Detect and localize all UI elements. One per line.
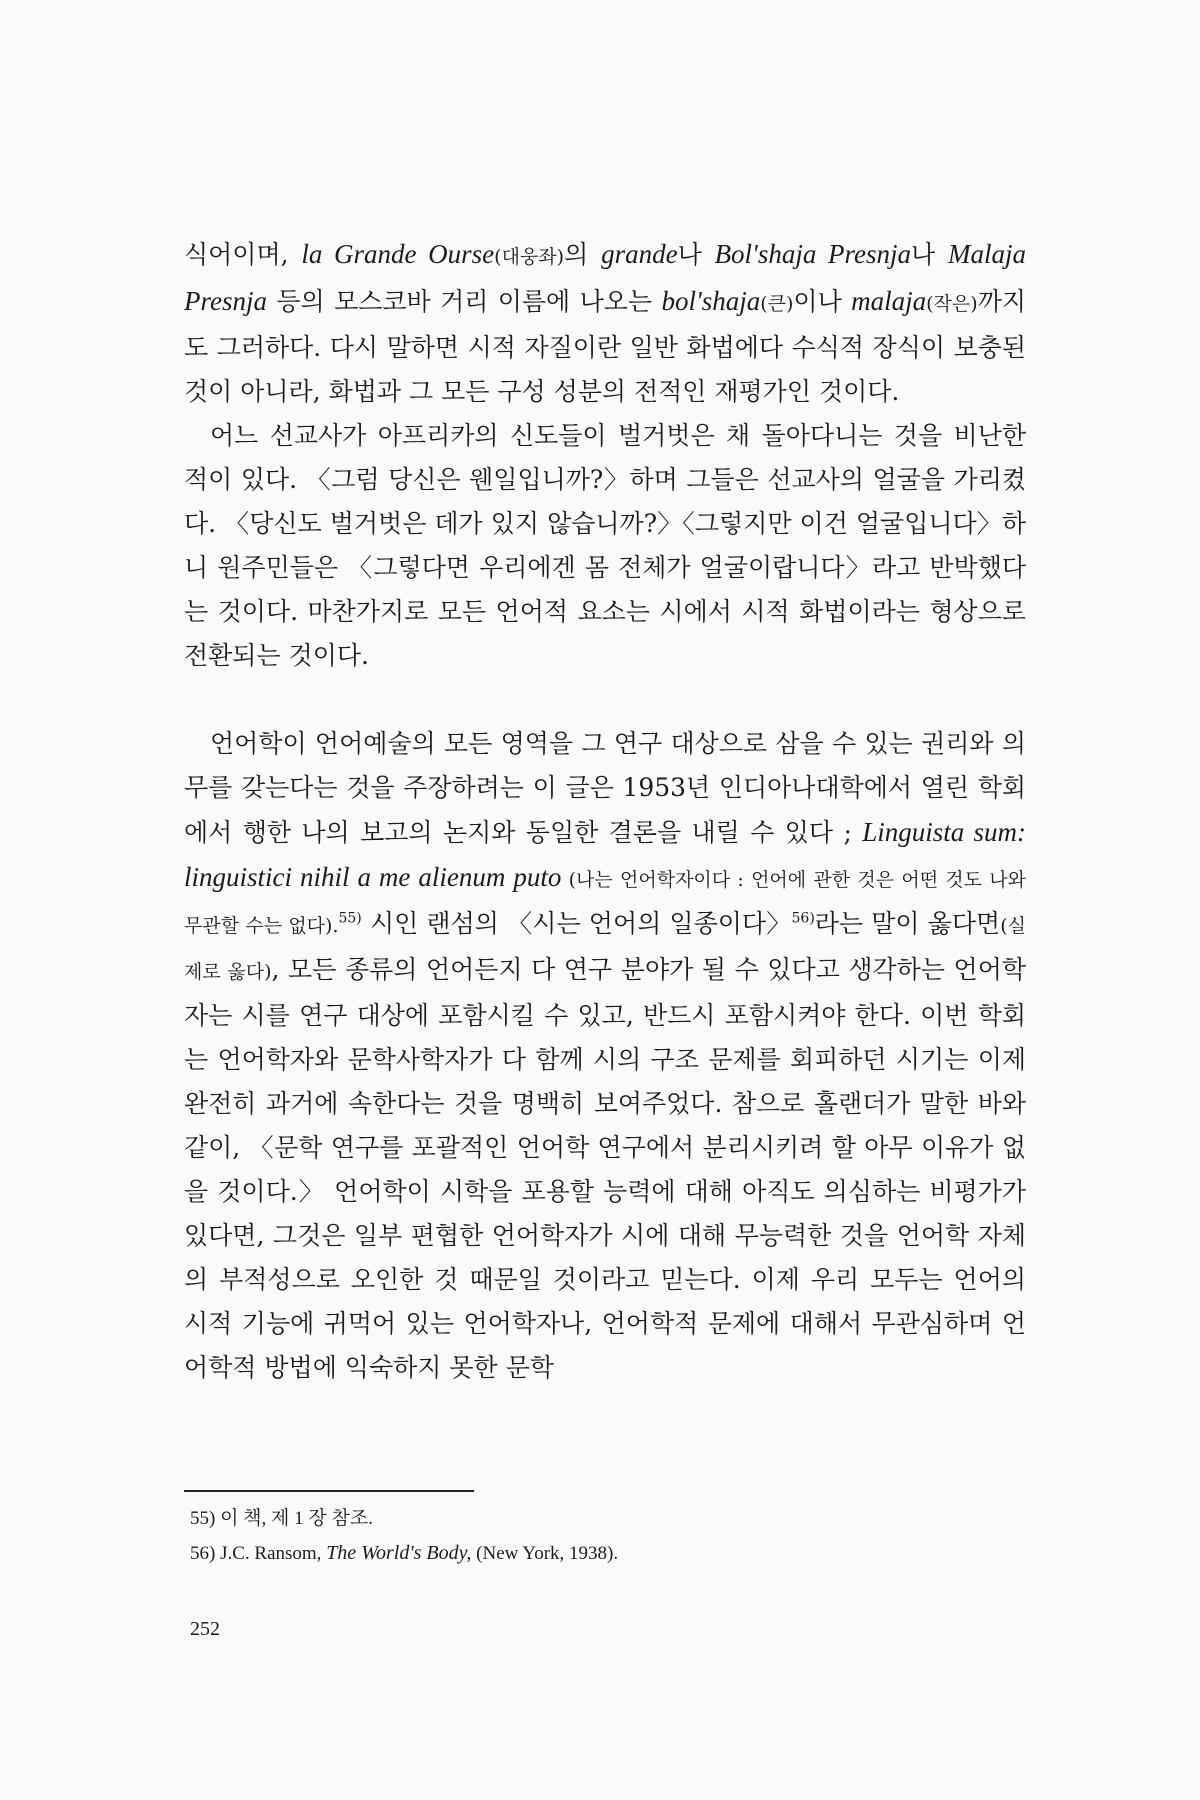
footnote-reference: 55) bbox=[338, 910, 362, 927]
paragraph bbox=[184, 722, 1026, 1390]
italic-term: la Grande Ourse bbox=[301, 239, 495, 269]
italic-term: Linguista sum: linguistici nihil a me alienum puto bbox=[184, 817, 1026, 892]
gloss-text: (실제로 옳다) bbox=[184, 915, 1026, 983]
text-run: (New York, 1938). bbox=[471, 1543, 619, 1564]
text-run: 등의 모스코바 거리 이름에 나오는 bbox=[267, 287, 662, 316]
gloss-text: (작은) bbox=[926, 293, 978, 315]
text-run: , 모든 종류의 언어든지 다 연구 분야가 될 수 있다고 생각하는 언어학자는 시를 연구 대상에 포함시킬 수 있고, 반드시 포함시켜야 한다. 이번 학회는 언어학자와 문학사학자가 다 함께 시의 구조 문제를 회피하던 시기는 이제 완전히 과거에 속한다는 것을 명백히 보여주었다. 참으로 홀랜더가 말한 바와 같이, 〈문학 연구를 포괄적인 언어학 연구에서 분리시키려 할 아무 이유가 없을 것이다.〉 언어학이 시학을 포용할 능력에 대해 아직도 의심하는 비평가가 있다면, 그것은 일부 편협한 언어학자가 시에 대해 무능력한 것을 언어학 자체의 부적성으로 오인한 것 때문일 것이라고 믿는다. 이제 우리 모두는 언어의 시적 기능에 귀먹어 있는 언어학자나, 언어학적 문제에 대해서 무관심하며 언어학적 방법에 익숙하지 못한 문학 bbox=[184, 955, 1026, 1382]
italic-term: grande bbox=[601, 239, 678, 269]
italic-term: Malaja Presnja bbox=[184, 239, 1026, 316]
italic-term: The World's Body, bbox=[326, 1542, 472, 1564]
page-number: 252 bbox=[190, 1618, 220, 1640]
paragraph-gap bbox=[184, 678, 1026, 722]
paragraph bbox=[184, 414, 1026, 678]
gloss-text: (나는 언어학자이다 : 언어에 관한 것은 어떤 것도 나와 무관할 수는 없다). bbox=[184, 869, 1026, 937]
footnote bbox=[190, 1536, 1020, 1571]
footnote-divider bbox=[184, 1490, 474, 1492]
footnotes bbox=[190, 1502, 1020, 1571]
footnote bbox=[190, 1502, 1020, 1536]
italic-term: bol'shaja bbox=[661, 286, 761, 316]
text-run: 이나 bbox=[793, 287, 852, 316]
text-run: 의 bbox=[564, 240, 602, 269]
italic-term: malaja bbox=[851, 286, 927, 316]
paragraph bbox=[184, 232, 1026, 414]
text-run: 라는 말이 옳다면 bbox=[814, 909, 1001, 938]
gloss-text: (대웅좌) bbox=[494, 246, 565, 268]
footnote-reference: 56) bbox=[791, 910, 815, 927]
text-run: 시인 랜섬의 〈시는 언어의 일종이다〉 bbox=[361, 909, 792, 938]
text-run: 까지도 그러하다. 다시 말하면 시적 자질이란 일반 화법에다 수식적 장식이 보충된 것이 아니라, 화법과 그 모든 구성 성분의 전적인 재평가인 것이다. bbox=[184, 287, 1026, 406]
italic-term: Bol'shaja Presnja bbox=[714, 239, 911, 269]
text-run: 56) J.C. Ransom, bbox=[190, 1543, 327, 1564]
text-run: 식어이며, bbox=[184, 240, 302, 269]
text-run: 나 bbox=[910, 240, 948, 269]
text-run: 55) 이 책, 제 1 장 참조. bbox=[190, 1508, 373, 1529]
text-run: 어느 선교사가 아프리카의 신도들이 벌거벗은 채 돌아다니는 것을 비난한 적이 있다. 〈그럼 당신은 웬일입니까?〉하며 그들은 선교사의 얼굴을 가리켰다. 〈당신도 벌거벗은 데가 있지 않습니까?〉〈그렇지만 이건 얼굴입니다〉하니 원주민들은 〈그렇다면 우리에겐 몸 전체가 얼굴이랍니다〉라고 반박했다는 것이다. 마찬가지로 모든 언어적 요소는 시에서 시적 화법이라는 형상으로 전환되는 것이다. bbox=[184, 421, 1026, 670]
text-run: 언어학이 언어예술의 모든 영역을 그 연구 대상으로 삼을 수 있는 권리와 의무를 갖는다는 것을 주장하려는 이 글은 1953년 인디아나대학에서 열린 학회에서 행한 나의 보고의 논지와 동일한 결론을 내릴 수 있다 ; bbox=[184, 729, 1026, 847]
gloss-text: (큰) bbox=[760, 293, 794, 315]
body-text bbox=[184, 232, 1026, 1390]
text-run: 나 bbox=[677, 240, 715, 269]
